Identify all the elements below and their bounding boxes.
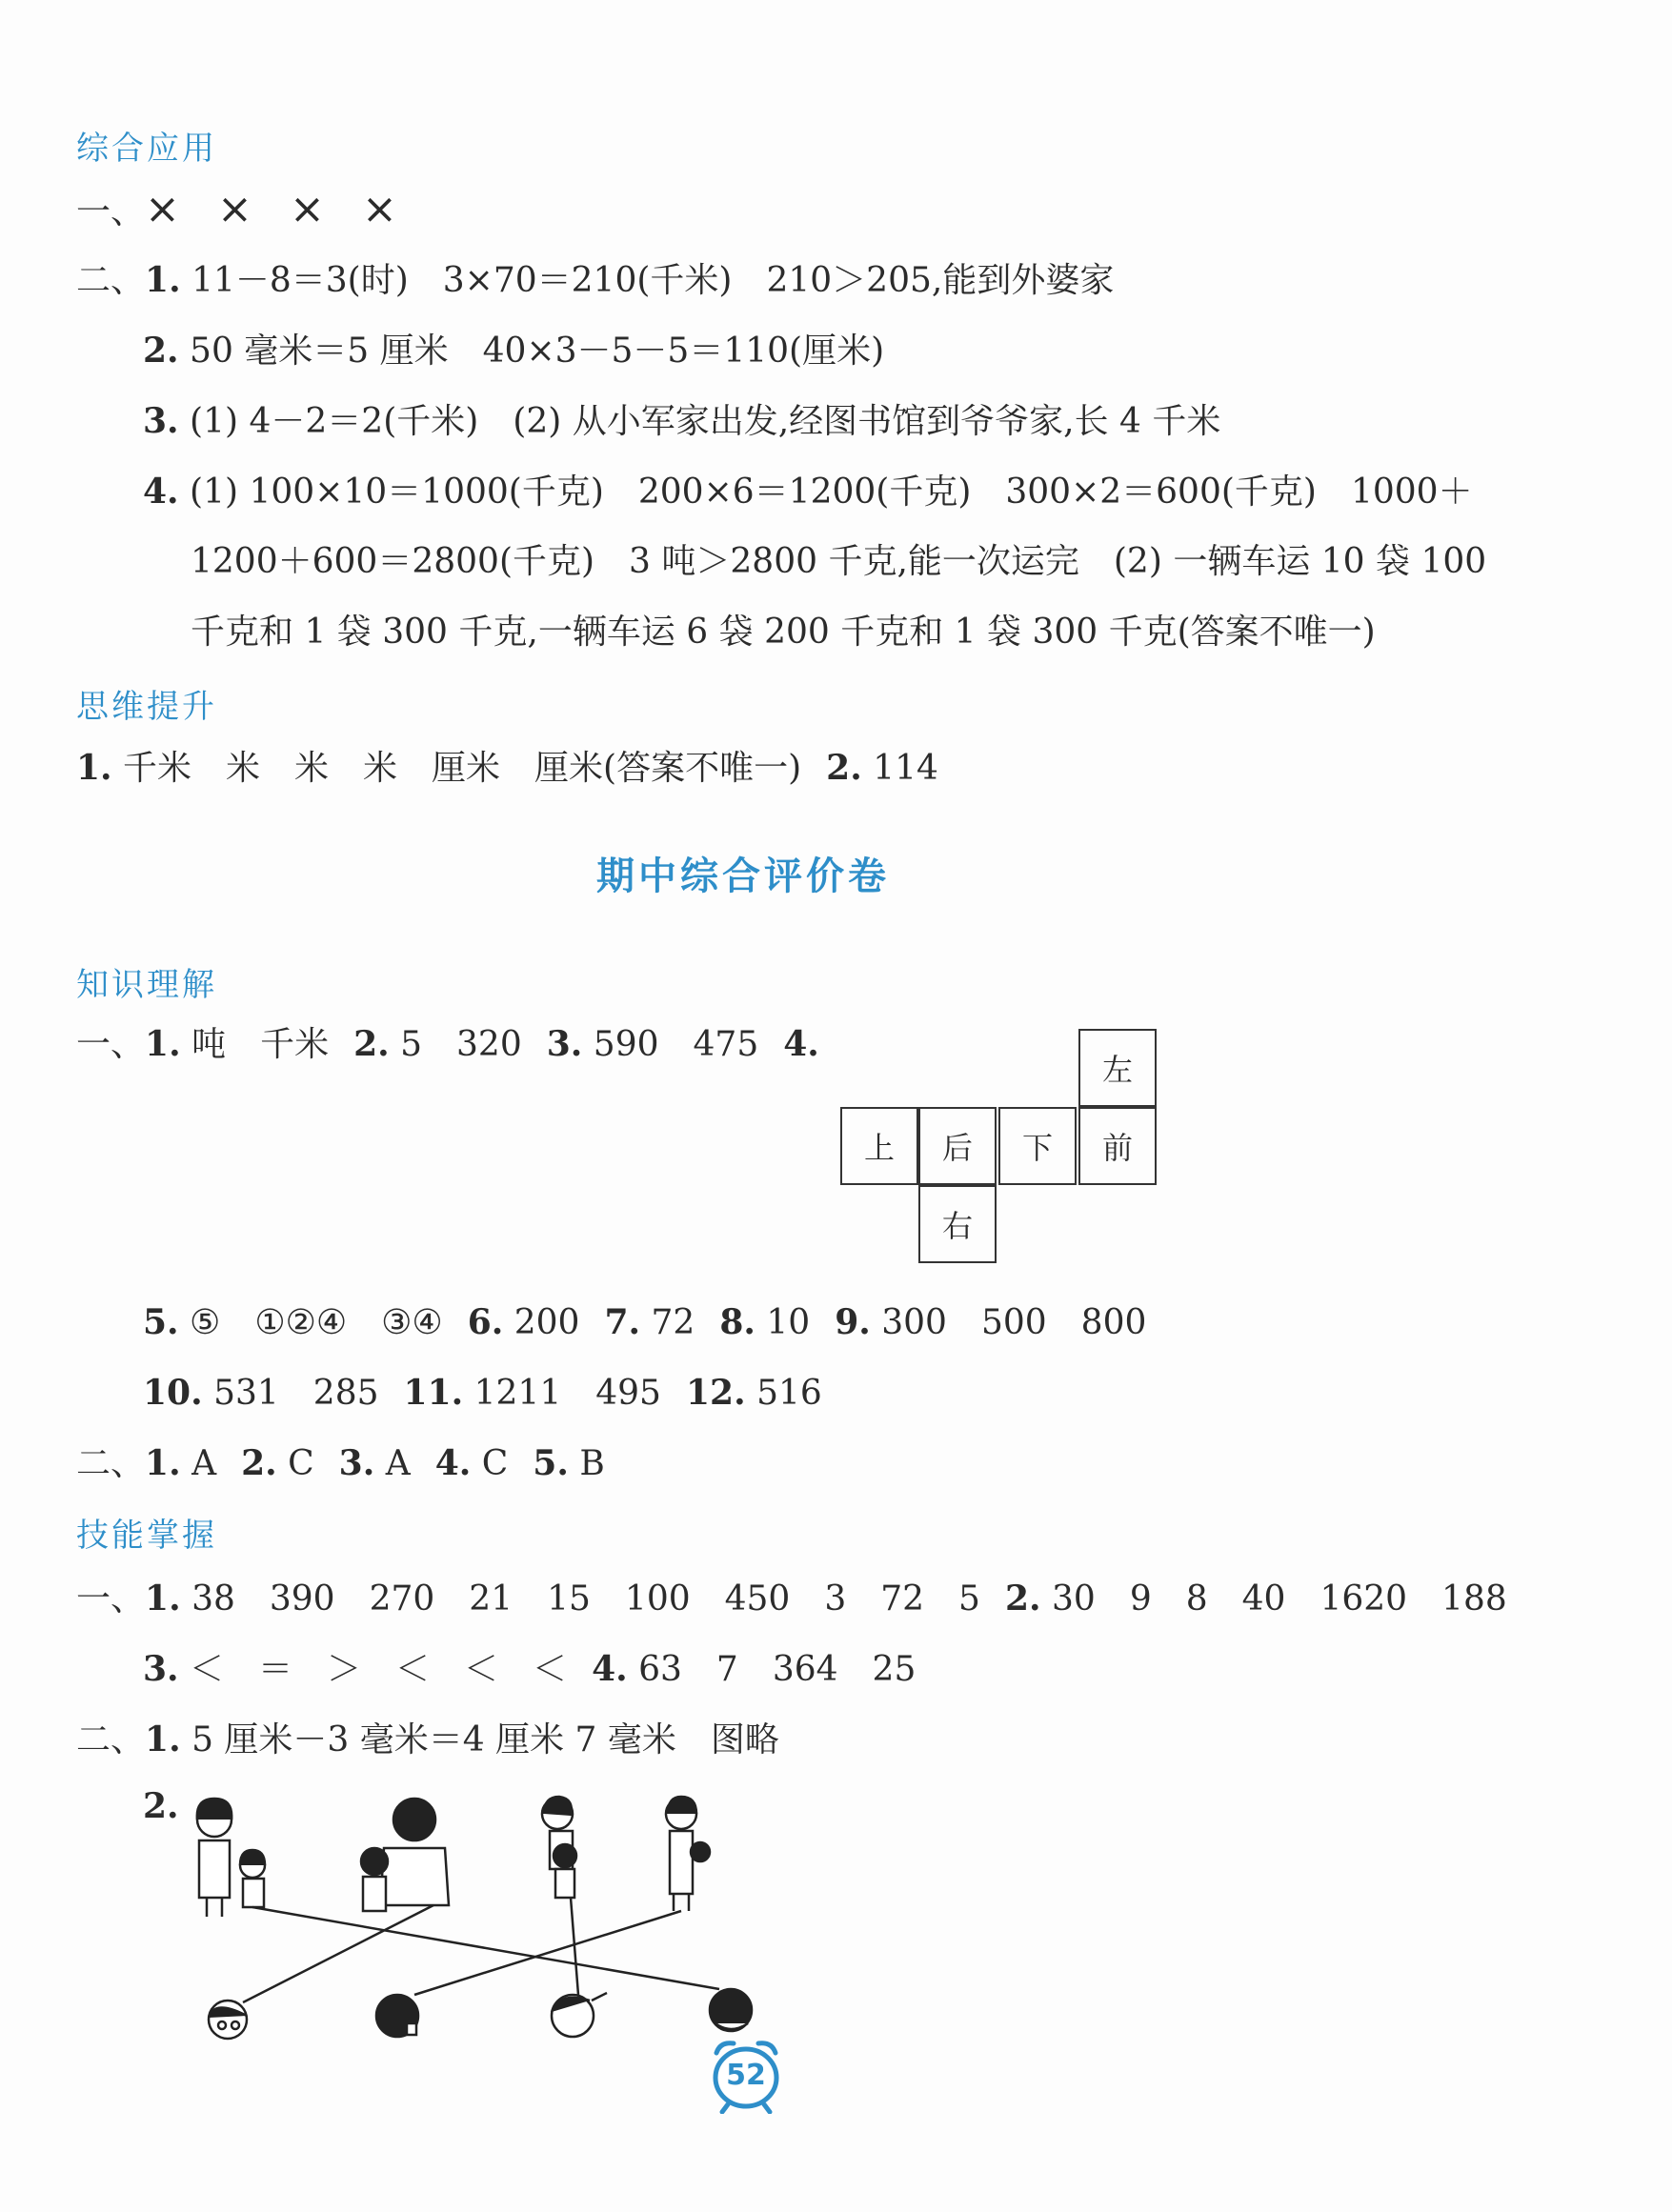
item-number: 10. — [143, 1373, 203, 1413]
section-heading-knowledge: 知识理解 — [76, 966, 217, 1004]
head-view-3 — [552, 1993, 607, 2037]
answer-line — [76, 187, 434, 235]
answer-text: (1) 100×10＝1000(千克) 200×6＝1200(千克) 300×2＝600(千克) 1000＋ — [190, 473, 1473, 512]
item-prefix: 二、 — [76, 261, 146, 300]
answer-line — [76, 1440, 605, 1487]
answer-text: ⑤ ①②④ ③④ — [190, 1303, 443, 1342]
answer-line — [143, 328, 884, 374]
answer-text: A — [191, 1444, 217, 1483]
answer-line — [76, 745, 938, 792]
answer-line — [143, 1370, 822, 1417]
mother-child-back-figure — [361, 1799, 449, 1911]
cross-mark: × — [145, 185, 180, 233]
item-number: 7. — [604, 1302, 641, 1342]
item-number: 5. — [143, 1302, 179, 1342]
net-cell-front: 前 — [1078, 1107, 1157, 1185]
cross-mark: × — [362, 185, 397, 233]
answer-text: 590 475 — [593, 1025, 759, 1064]
item-prefix: 二、 — [76, 1720, 146, 1760]
answer-text: 38 390 270 21 15 100 450 3 72 5 — [191, 1579, 980, 1619]
item-number: 9. — [835, 1302, 871, 1342]
answer-text: (1) 4－2＝2(千米) (2) 从小军家出发,经图书馆到爷爷家,长 4 千米 — [190, 402, 1221, 441]
item-prefix: 一、 — [76, 192, 146, 231]
answer-text: 63 7 364 25 — [638, 1650, 917, 1689]
answer-line — [191, 539, 1486, 585]
answer-text: 千米 米 米 米 厘米 厘米(答案不唯一) — [123, 749, 802, 788]
net-cell-down: 下 — [998, 1107, 1077, 1185]
item-number: 2. — [143, 1786, 179, 1826]
item-prefix: 二、 — [76, 1444, 146, 1483]
matching-figures-illustration — [186, 1791, 776, 2058]
head-view-4 — [710, 1989, 752, 2031]
answer-text: ＜ ＝ ＞ ＜ ＜ ＜ — [190, 1650, 568, 1689]
item-number: 4. — [783, 1024, 819, 1064]
answer-text: 50 毫米＝5 厘米 40×3－5－5＝110(厘米) — [190, 332, 885, 371]
answer-text: 11－8＝3(时) 3×70＝210(千米) 210＞205,能到外婆家 — [191, 261, 1115, 300]
answer-line — [76, 1576, 1507, 1622]
item-number: 3. — [143, 401, 179, 441]
answer-line — [76, 1717, 779, 1763]
item-number: 3. — [338, 1443, 375, 1483]
item-number: 3. — [546, 1024, 583, 1064]
item-number: 1. — [145, 1579, 181, 1619]
answer-text: C — [288, 1444, 314, 1483]
answer-text: 1211 495 — [473, 1374, 661, 1413]
answer-line — [143, 1783, 179, 1830]
net-cell-left: 左 — [1078, 1029, 1157, 1107]
answer-text: 531 285 — [213, 1374, 379, 1413]
answer-text: 114 — [873, 749, 938, 788]
answer-text: B — [579, 1444, 605, 1483]
answer-text: 5 320 — [400, 1025, 522, 1064]
cube-net-diagram — [840, 1029, 1164, 1277]
item-number: 12. — [685, 1373, 746, 1413]
answer-line — [143, 1299, 1146, 1346]
cross-mark: × — [217, 185, 252, 233]
head-view-2 — [376, 1995, 418, 2037]
answer-text: C — [481, 1444, 509, 1483]
item-number: 3. — [143, 1649, 179, 1689]
side-view-figure — [542, 1797, 576, 1898]
side-view-figure-2 — [666, 1797, 710, 1911]
answer-text: 72 — [651, 1303, 695, 1342]
answer-text: 吨 千米 — [191, 1025, 330, 1064]
item-number: 4. — [434, 1443, 472, 1483]
head-view-1 — [209, 2001, 247, 2039]
item-number: 1. — [76, 748, 112, 788]
mother-child-figure — [197, 1799, 265, 1917]
exam-title: 期中综合评价卷 — [596, 855, 890, 898]
answer-line — [143, 398, 1220, 445]
item-number: 2. — [1004, 1579, 1041, 1619]
net-cell-up: 上 — [840, 1107, 918, 1185]
item-number: 1. — [145, 260, 181, 300]
item-prefix: 一、 — [76, 1579, 146, 1619]
answer-text: 千克和 1 袋 300 千克,一辆车运 6 袋 200 千克和 1 袋 300 千克(答案不唯一) — [191, 613, 1376, 652]
answer-text: 300 500 800 — [881, 1303, 1147, 1342]
answer-line — [143, 1646, 916, 1693]
section-heading-application: 综合应用 — [76, 130, 217, 168]
answer-line — [76, 1021, 819, 1068]
net-cell-back: 后 — [918, 1107, 997, 1185]
answer-line — [143, 469, 1473, 515]
item-prefix: 一、 — [76, 1025, 146, 1064]
match-line — [252, 1907, 719, 1989]
item-number: 6. — [467, 1302, 504, 1342]
answer-text: 30 9 8 40 1620 188 — [1052, 1579, 1507, 1619]
item-number: 1. — [145, 1024, 181, 1064]
page-number: 52 — [726, 2059, 766, 2092]
answer-line — [76, 257, 1114, 304]
item-number: 2. — [241, 1443, 277, 1483]
answer-text: 1200＋600＝2800(千克) 3 吨＞2800 千克,能一次运完 (2) 一辆车运 10 袋 100 — [191, 542, 1487, 581]
item-number: 1. — [145, 1719, 181, 1760]
answer-text: 516 — [756, 1374, 822, 1413]
page-number-clock — [707, 2036, 785, 2114]
answer-text: A — [385, 1444, 411, 1483]
match-line — [243, 1905, 433, 2002]
match-line — [414, 1911, 681, 1995]
item-number: 5. — [533, 1443, 569, 1483]
cross-mark: × — [290, 185, 325, 233]
net-cell-right: 右 — [918, 1185, 997, 1263]
item-number: 11. — [403, 1373, 464, 1413]
item-number: 2. — [143, 331, 179, 371]
item-number: 4. — [143, 472, 179, 512]
section-heading-thinking: 思维提升 — [76, 688, 217, 726]
item-number: 1. — [145, 1443, 181, 1483]
item-number: 2. — [353, 1024, 390, 1064]
item-number: 4. — [592, 1649, 628, 1689]
item-number: 8. — [719, 1302, 755, 1342]
answer-line — [191, 610, 1376, 655]
answer-text: 200 — [514, 1303, 580, 1342]
section-heading-skills: 技能掌握 — [76, 1517, 217, 1555]
answer-text: 5 厘米－3 毫米＝4 厘米 7 毫米 图略 — [191, 1720, 779, 1760]
item-number: 2. — [826, 748, 862, 788]
answer-text: 10 — [766, 1303, 811, 1342]
